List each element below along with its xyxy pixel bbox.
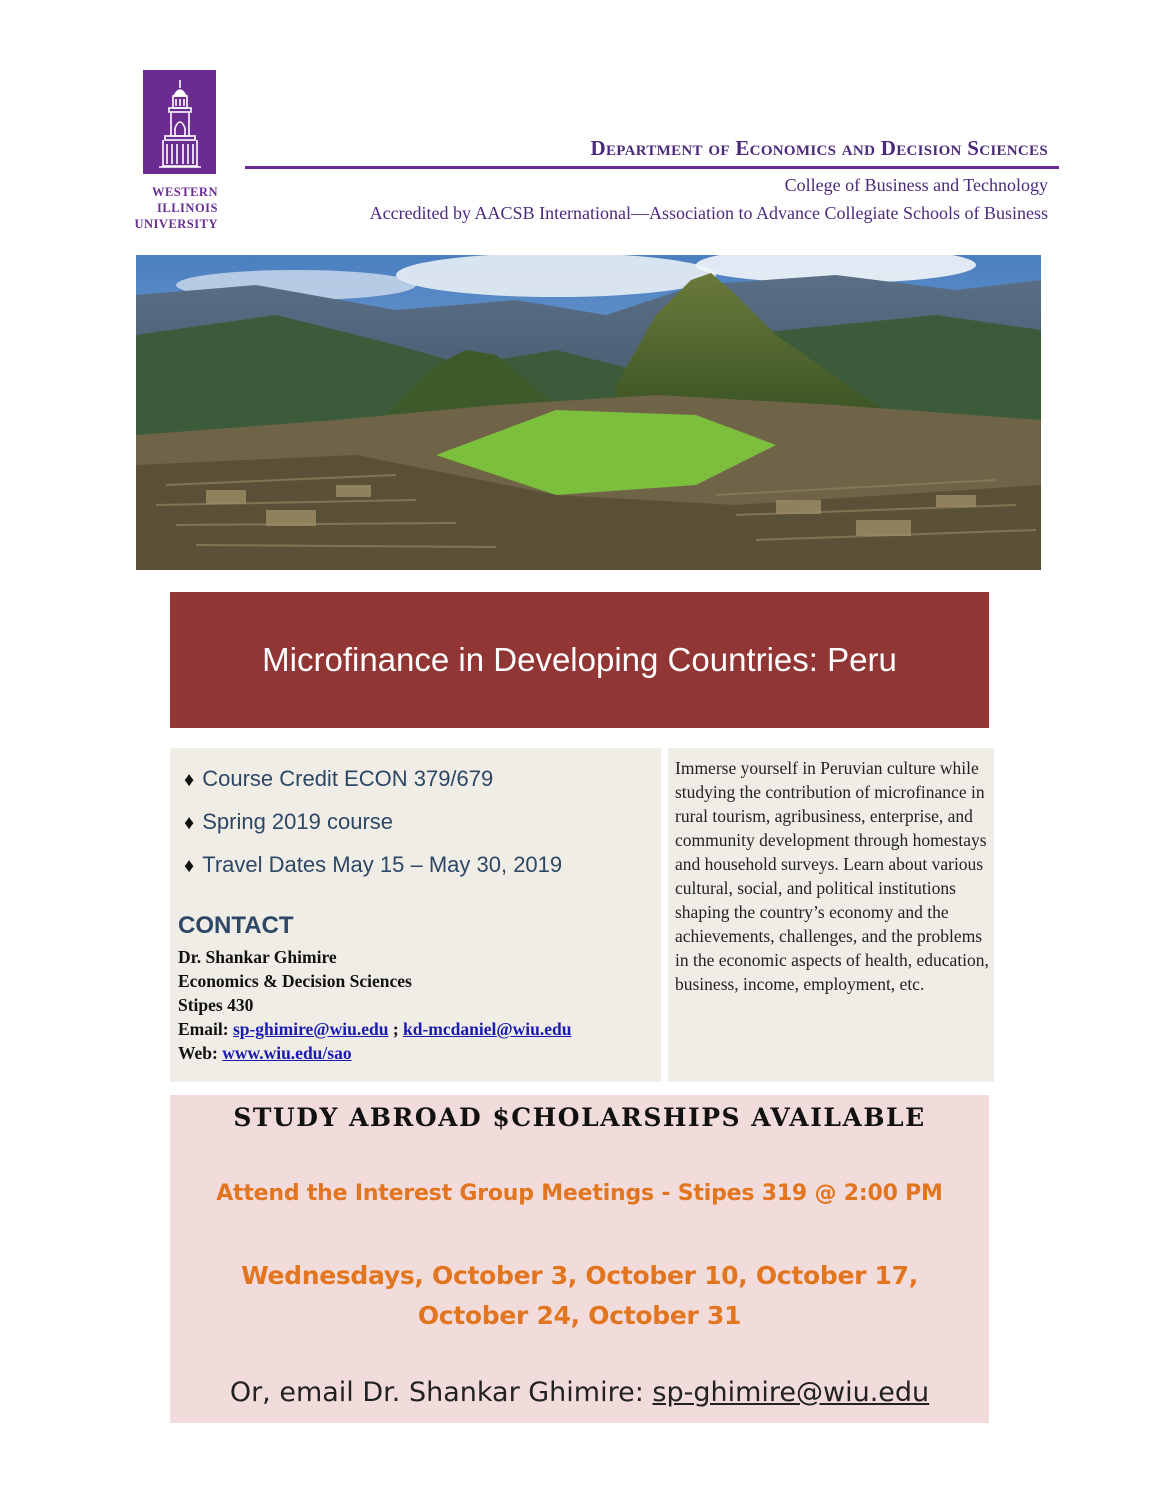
logo-text-line: ILLINOIS [157, 201, 218, 215]
course-title: Microfinance in Developing Countries: Peru [262, 641, 897, 678]
diamond-bullet-icon: ♦ [184, 855, 195, 877]
contact-name: Dr. Shankar Ghimire [178, 947, 337, 967]
university-name [118, 184, 218, 232]
bullet-text: Travel Dates May 15 – May 30, 2019 [202, 852, 563, 877]
email-prompt: Or, email Dr. Shankar Ghimire: [229, 1377, 644, 1408]
course-description: Immerse yourself in Peruvian culture while studying the contribution of microfinance in rural tourism, agribusiness, enterprise, and community development through homestays and household surveys. Learn about various cultural, social, and political institutions shaping the country’s economy and the achievements, challenges, and the problems in the economic aspects of health, education, business, income, employment, etc. [675, 758, 989, 994]
department-title: Department of Economics and Decision Sciences [590, 136, 1048, 160]
email-prompt-row [170, 1377, 989, 1408]
contact-office: Stipes 430 [178, 995, 254, 1015]
email-label: Email: [178, 1019, 229, 1039]
course-credit-bullet [184, 766, 493, 792]
meeting-dates-line: Wednesdays, October 3, October 10, October 17, [241, 1261, 918, 1290]
college-name: College of Business and Technology [784, 175, 1048, 195]
email-link-ghimire[interactable]: sp-ghimire@wiu.edu [232, 1019, 389, 1039]
scholarship-heading: STUDY ABROAD $CHOLARSHIPS AVAILABLE [233, 1103, 926, 1132]
diamond-bullet-icon: ♦ [184, 812, 195, 834]
logo-text-line: WESTERN [151, 185, 218, 199]
bell-tower-icon [143, 70, 216, 174]
contact-email-row [178, 1019, 571, 1040]
email-separator: ; [392, 1019, 399, 1039]
web-link[interactable]: www.wiu.edu/sao [222, 1043, 352, 1063]
email-link-mcdaniel[interactable]: kd-mcdaniel@wiu.edu [403, 1019, 572, 1039]
web-label: Web: [178, 1043, 218, 1063]
course-title-banner [170, 592, 989, 728]
description-panel [668, 748, 994, 1082]
contact-heading: CONTACT [178, 912, 294, 939]
diamond-bullet-icon: ♦ [184, 769, 195, 791]
meeting-info: Attend the Interest Group Meetings - Stipes 319 @ 2:00 PM [216, 1181, 943, 1206]
travel-dates-bullet [184, 852, 562, 878]
contact-web-row [178, 1043, 352, 1064]
scholarship-panel [170, 1095, 989, 1423]
machu-picchu-photo [136, 255, 1041, 570]
scholarship-email-link[interactable]: sp-ghimire@wiu.edu [652, 1377, 930, 1408]
accreditation-line: Accredited by AACSB International—Association to Advance Collegiate Schools of Business [369, 203, 1048, 223]
header-divider [245, 166, 1059, 169]
course-info-panel [170, 748, 661, 1082]
logo-text-line: UNIVERSITY [134, 217, 218, 231]
university-logo [143, 70, 216, 174]
bullet-text: Course Credit ECON 379/679 [202, 766, 494, 791]
mountain-landscape-illustration [136, 255, 1041, 570]
contact-department: Economics & Decision Sciences [178, 971, 412, 991]
semester-bullet [184, 809, 393, 835]
bullet-text: Spring 2019 course [202, 809, 394, 834]
meeting-dates-line: October 24, October 31 [417, 1301, 742, 1330]
